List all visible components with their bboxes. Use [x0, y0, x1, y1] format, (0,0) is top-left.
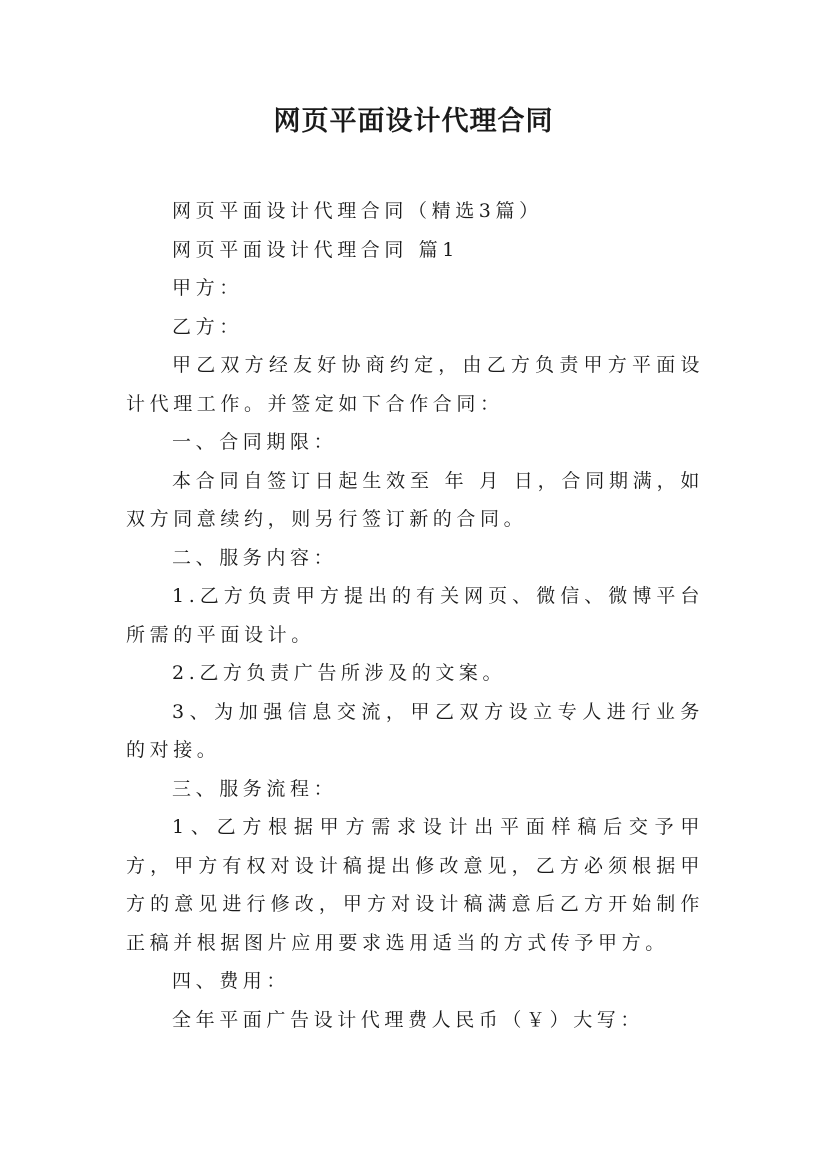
paragraph-section-heading: 网页平面设计代理合同 篇1 — [172, 238, 459, 261]
document-body — [126, 192, 704, 1039]
paragraph-process-1: 1、乙方根据甲方需求设计出平面样稿后交予甲方，甲方有权对设计稿提出修改意见，乙方必须根据甲方的意见进行修改，甲方对设计稿满意后乙方开始制作正稿并根据图片应用要求选用适当的方式传予甲方。 — [126, 816, 704, 954]
paragraph-services-heading: 二、服务内容： — [172, 546, 338, 569]
paragraph-service-1: 1.乙方负责甲方提出的有关网页、微信、微博平台所需的平面设计。 — [126, 585, 704, 646]
paragraph-party-a: 甲方： — [172, 277, 243, 299]
paragraph-intro: 甲乙双方经友好协商约定，由乙方负责甲方平面设计代理工作。并签定如下合作合同： — [126, 354, 704, 415]
paragraph-service-3: 3、为加强信息交流，甲乙双方设立专人进行业务的对接。 — [126, 700, 704, 761]
paragraph-fees-body: 全年平面广告设计代理费人民币（￥）大写： — [172, 1008, 645, 1031]
paragraph-fees-heading: 四、费用： — [172, 970, 291, 992]
paragraph-process-heading: 三、服务流程： — [172, 777, 338, 800]
paragraph-term-body: 本合同自签订日起生效至 年 月 日，合同期满，如双方同意续约，则另行签订新的合同。 — [126, 469, 704, 530]
paragraph-party-b: 乙方： — [172, 315, 243, 338]
paragraph-term-heading: 一、合同期限： — [172, 431, 338, 453]
document-title: 网页平面设计代理合同 — [273, 106, 554, 137]
paragraph-service-2: 2.乙方负责广告所涉及的文案。 — [172, 662, 507, 684]
paragraph-subtitle: 网页平面设计代理合同（精选3篇） — [172, 200, 543, 222]
